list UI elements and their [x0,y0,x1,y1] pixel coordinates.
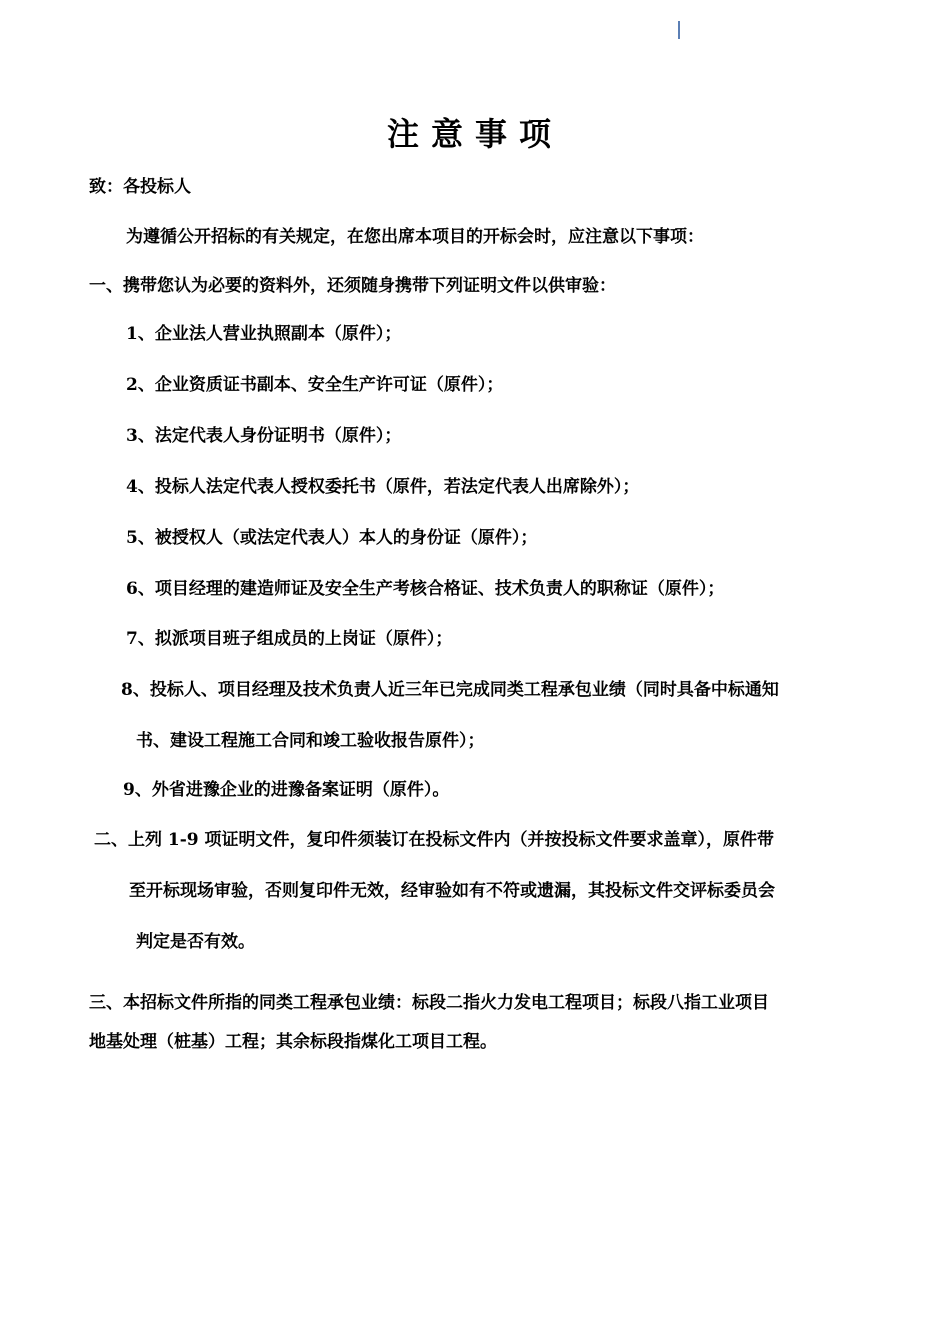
document-title: 注意事项 [386,115,563,153]
text-cursor-mark [678,21,680,39]
section-3-line: 三、本招标文件所指的同类工程承包业绩：标段二指火力发电工程项目；标段八指工业项目 [89,993,769,1013]
list-item: 3、法定代表人身份证明书（原件）； [126,426,402,446]
section-2-line: 判定是否有效。 [136,932,255,952]
list-item: 6、项目经理的建造师证及安全生产考核合格证、技术负责人的职称证（原件）； [126,579,725,599]
list-item: 1、企业法人营业执照副本（原件）； [126,324,402,344]
list-item: 8、投标人、项目经理及技术负责人近三年已完成同类工程承包业绩（同时具备中标通知 [121,680,779,700]
list-item: 4、投标人法定代表人授权委托书（原件，若法定代表人出席除外）； [126,477,640,497]
section-2-line: 至开标现场审验，否则复印件无效，经审验如有不符或遗漏，其投标文件交评标委员会 [129,881,775,901]
salutation: 致：各投标人 [89,177,191,197]
list-item-continuation: 书、建设工程施工合同和竣工验收报告原件）； [136,731,485,751]
list-item: 9、外省进豫企业的进豫备案证明（原件）。 [123,780,450,800]
section-3-line: 地基处理（桩基）工程；其余标段指煤化工项目工程。 [89,1032,497,1052]
section-2-line: 二、上列 1-9 项证明文件，复印件须装订在投标文件内（并按投标文件要求盖章），原件带 [94,830,775,850]
list-item: 5、被授权人（或法定代表人）本人的身份证（原件）； [126,528,538,548]
section-1-heading: 一、携带您认为必要的资料外，还须随身携带下列证明文件以供审验： [89,276,616,296]
list-item: 7、拟派项目班子组成员的上岗证（原件）； [126,629,453,649]
list-item: 2、企业资质证书副本、安全生产许可证（原件）； [126,375,504,395]
intro-paragraph: 为遵循公开招标的有关规定，在您出席本项目的开标会时，应注意以下事项： [126,227,704,247]
